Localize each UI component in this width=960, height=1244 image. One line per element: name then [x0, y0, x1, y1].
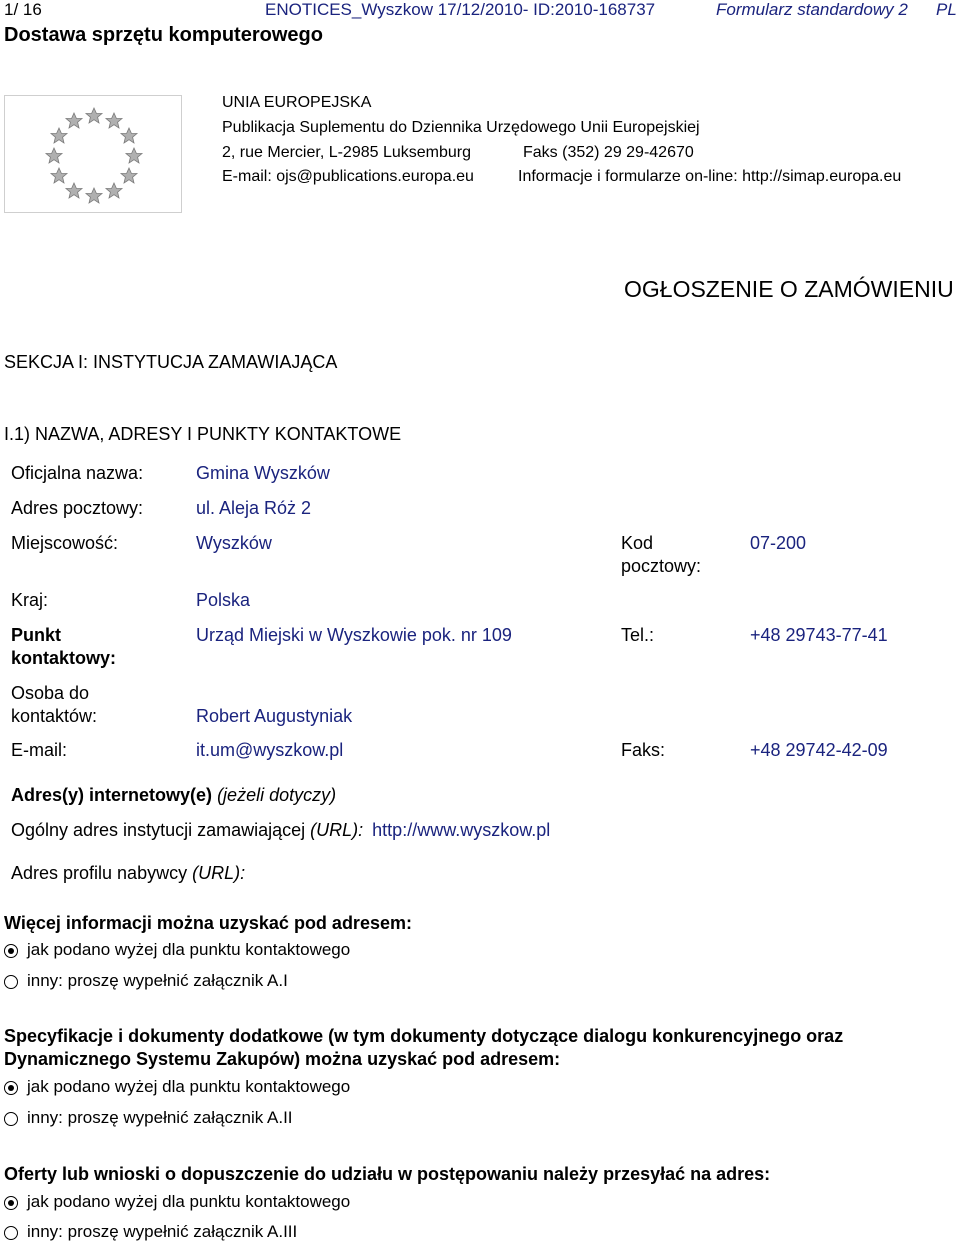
more-info-option-selected: jak podano wyżej dla punktu kontaktowego — [27, 940, 351, 959]
internet-heading — [11, 785, 336, 806]
city-label: Miejscowość: — [11, 533, 119, 553]
eu-publication: Publikacja Suplementu do Dziennika Urzędowego Unii Europejskiej — [222, 119, 700, 136]
specs-option-selected: jak podano wyżej dla punktu kontaktowego — [27, 1077, 351, 1096]
postcode-value: 07-200 — [750, 533, 807, 553]
general-address-url-tag: (URL): — [310, 820, 364, 840]
specs-heading-line1: Specyfikacje i dokumenty dodatkowe (w tym dokumenty dotyczące dialogu konkurencyjnego oraz — [4, 1026, 844, 1046]
tel-value: +48 29743-77-41 — [750, 625, 888, 645]
offers-heading: Oferty lub wnioski o dopuszczenie do udziału w postępowaniu należy przesyłać na adres: — [4, 1164, 771, 1184]
eu-logo — [4, 95, 182, 213]
postcode-label-line1: Kod — [621, 533, 654, 553]
eu-address: 2, rue Mercier, L-2985 Luksemburg — [222, 144, 472, 161]
buyer-profile-row — [11, 863, 245, 884]
country-value: Polska — [196, 590, 251, 610]
internet-heading-text: Adres(y) internetowy(e) — [11, 785, 213, 805]
eu-info-link[interactable]: Informacje i formularze on-line: http://simap.europa.eu — [518, 168, 902, 185]
notice-title: OGŁOSZENIE O ZAMÓWIENIU — [624, 276, 954, 302]
more-info-heading: Więcej informacji można uzyskać pod adresem: — [4, 913, 412, 933]
fax-value: +48 29742-42-09 — [750, 740, 888, 760]
city-value: Wyszków — [196, 533, 272, 553]
offers-option-other: inny: proszę wypełnić załącznik A.III — [27, 1222, 298, 1241]
buyer-profile-url-tag: (URL): — [192, 863, 246, 883]
contact-point-label-line2: kontaktowy: — [11, 648, 117, 668]
official-name-value: Gmina Wyszków — [196, 463, 330, 483]
specs-heading-line2: Dynamicznego Systemu Zakupów) można uzyskać pod adresem: — [4, 1049, 561, 1069]
specs-radio-selected[interactable] — [4, 1081, 18, 1095]
page-number: 1/ 16 — [4, 0, 42, 19]
offers-option-selected: jak podano wyżej dla punktu kontaktowego — [27, 1192, 351, 1211]
eu-name: UNIA EUROPEJSKA — [222, 94, 372, 111]
more-info-radio-selected[interactable] — [4, 944, 18, 958]
contact-person-label-line2: kontaktów: — [11, 706, 98, 726]
postal-address-value: ul. Aleja Róż 2 — [196, 498, 312, 518]
specs-option-other: inny: proszę wypełnić załącznik A.II — [27, 1108, 293, 1127]
postal-address-label: Adres pocztowy: — [11, 498, 144, 518]
eu-stars-icon — [5, 96, 181, 212]
more-info-option-other: inny: proszę wypełnić załącznik A.I — [27, 971, 288, 990]
subsection-title: I.1) NAZWA, ADRESY I PUNKTY KONTAKTOWE — [4, 424, 402, 444]
contact-point-label-line1: Punkt — [11, 625, 62, 645]
specs-radio-other[interactable] — [4, 1112, 18, 1126]
section-title: SEKCJA I: INSTYTUCJA ZAMAWIAJĄCA — [4, 352, 338, 372]
official-name-label: Oficjalna nazwa: — [11, 463, 144, 483]
country-label: Kraj: — [11, 590, 49, 610]
postcode-label-line2: pocztowy: — [621, 556, 702, 576]
form-name: Formularz standardowy 2 — [716, 0, 908, 19]
email-value[interactable]: it.um@wyszkow.pl — [196, 740, 344, 760]
notice-id: ENOTICES_Wyszkow 17/12/2010- ID:2010-168737 — [265, 0, 656, 19]
contact-person-value: Robert Augustyniak — [196, 706, 353, 726]
offers-radio-other[interactable] — [4, 1226, 18, 1240]
eu-email: E-mail: ojs@publications.europa.eu — [222, 168, 474, 185]
more-info-radio-other[interactable] — [4, 975, 18, 989]
buyer-profile-label: Adres profilu nabywcy — [11, 863, 188, 883]
general-address-label: Ogólny adres instytucji zamawiającej — [11, 820, 306, 840]
document-title: Dostawa sprzętu komputerowego — [4, 24, 323, 46]
internet-heading-note: (jeżeli dotyczy) — [217, 785, 337, 805]
offers-radio-selected[interactable] — [4, 1196, 18, 1210]
email-label: E-mail: — [11, 740, 68, 760]
language-code: PL — [936, 0, 957, 19]
tel-label: Tel.: — [621, 625, 655, 645]
eu-fax: Faks (352) 29 29-42670 — [523, 144, 694, 161]
contact-point-value: Urząd Miejski w Wyszkowie pok. nr 109 — [196, 625, 512, 645]
general-address-url[interactable]: http://www.wyszkow.pl — [372, 820, 551, 840]
general-address-row — [11, 820, 550, 841]
contact-person-label-line1: Osoba do — [11, 683, 90, 703]
fax-label: Faks: — [621, 740, 666, 760]
